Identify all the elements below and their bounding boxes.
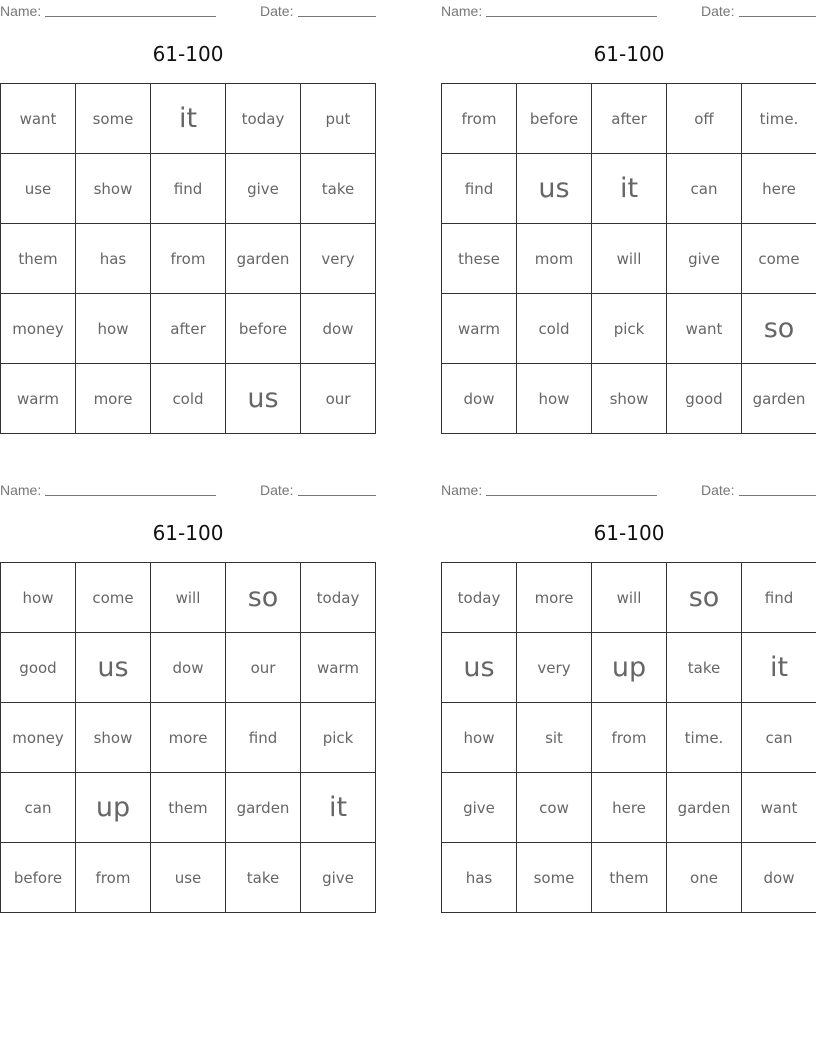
grid-cell: show xyxy=(76,703,151,773)
grid-cell: very xyxy=(301,224,376,294)
grid-cell: so xyxy=(226,563,301,633)
grid-cell: come xyxy=(76,563,151,633)
grid-cell: us xyxy=(76,633,151,703)
grid-row xyxy=(1,84,376,154)
grid-cell: show xyxy=(76,154,151,224)
grid-row xyxy=(442,224,816,294)
grid-row xyxy=(1,843,376,913)
grid-cell: cold xyxy=(151,364,226,434)
bingo-grid xyxy=(0,562,376,913)
grid-cell: us xyxy=(442,633,517,703)
grid-row xyxy=(442,773,816,843)
grid-cell: after xyxy=(151,294,226,364)
grid-cell: them xyxy=(592,843,667,913)
grid-cell: very xyxy=(517,633,592,703)
grid-row xyxy=(1,633,376,703)
bingo-card-4 xyxy=(441,479,816,913)
grid-row xyxy=(1,773,376,843)
card-title: 61-100 xyxy=(152,42,224,66)
grid-cell: it xyxy=(151,84,226,154)
grid-cell: how xyxy=(442,703,517,773)
name-line xyxy=(45,16,216,17)
name-line xyxy=(486,16,657,17)
bingo-grid xyxy=(441,83,816,434)
grid-row xyxy=(442,703,816,773)
grid-cell: come xyxy=(742,224,816,294)
grid-row xyxy=(442,563,816,633)
grid-cell: cow xyxy=(517,773,592,843)
grid-cell: us xyxy=(517,154,592,224)
grid-cell: more xyxy=(76,364,151,434)
grid-cell: some xyxy=(517,843,592,913)
grid-cell: how xyxy=(517,364,592,434)
date-line xyxy=(298,16,376,17)
grid-cell: dow xyxy=(151,633,226,703)
grid-cell: will xyxy=(151,563,226,633)
grid-cell: from xyxy=(592,703,667,773)
grid-cell: pick xyxy=(301,703,376,773)
name-label: Name: xyxy=(441,482,483,498)
grid-cell: show xyxy=(592,364,667,434)
grid-cell: up xyxy=(76,773,151,843)
grid-cell: find xyxy=(226,703,301,773)
grid-cell: today xyxy=(226,84,301,154)
grid-cell: can xyxy=(742,703,816,773)
card-title: 61-100 xyxy=(152,521,224,545)
grid-cell: has xyxy=(442,843,517,913)
grid-cell: give xyxy=(301,843,376,913)
grid-cell: find xyxy=(151,154,226,224)
grid-row xyxy=(1,294,376,364)
grid-cell: how xyxy=(76,294,151,364)
grid-cell: will xyxy=(592,563,667,633)
grid-cell: some xyxy=(76,84,151,154)
grid-cell: from xyxy=(76,843,151,913)
grid-cell: can xyxy=(1,773,76,843)
grid-cell: warm xyxy=(1,364,76,434)
grid-cell: has xyxy=(76,224,151,294)
grid-cell: will xyxy=(592,224,667,294)
grid-cell: how xyxy=(1,563,76,633)
grid-cell: garden xyxy=(226,224,301,294)
bingo-card-1 xyxy=(0,0,376,434)
grid-cell: garden xyxy=(667,773,742,843)
grid-row xyxy=(1,563,376,633)
grid-cell: before xyxy=(226,294,301,364)
grid-cell: find xyxy=(742,563,816,633)
grid-cell: them xyxy=(1,224,76,294)
grid-cell: our xyxy=(301,364,376,434)
name-label: Name: xyxy=(441,3,483,19)
grid-row xyxy=(442,84,816,154)
grid-row xyxy=(442,633,816,703)
grid-cell: warm xyxy=(442,294,517,364)
name-label: Name: xyxy=(0,3,42,19)
grid-cell: use xyxy=(151,843,226,913)
grid-cell: dow xyxy=(442,364,517,434)
grid-cell: one xyxy=(667,843,742,913)
grid-cell: take xyxy=(667,633,742,703)
name-line xyxy=(486,495,657,496)
grid-cell: before xyxy=(517,84,592,154)
grid-cell: dow xyxy=(742,843,816,913)
grid-cell: want xyxy=(742,773,816,843)
date-label: Date: xyxy=(260,482,294,498)
grid-cell: before xyxy=(1,843,76,913)
date-label: Date: xyxy=(701,3,735,19)
grid-cell: money xyxy=(1,294,76,364)
grid-cell: pick xyxy=(592,294,667,364)
grid-cell: can xyxy=(667,154,742,224)
grid-cell: today xyxy=(442,563,517,633)
date-line xyxy=(739,16,816,17)
grid-row xyxy=(442,843,816,913)
grid-cell: these xyxy=(442,224,517,294)
bingo-grid xyxy=(0,83,376,434)
grid-cell: us xyxy=(226,364,301,434)
grid-cell: find xyxy=(442,154,517,224)
name-line xyxy=(45,495,216,496)
grid-row xyxy=(442,154,816,224)
date-line xyxy=(298,495,376,496)
card-title: 61-100 xyxy=(593,521,665,545)
grid-cell: want xyxy=(667,294,742,364)
bingo-card-3 xyxy=(0,479,376,913)
grid-cell: use xyxy=(1,154,76,224)
grid-cell: want xyxy=(1,84,76,154)
grid-cell: it xyxy=(301,773,376,843)
grid-cell: cold xyxy=(517,294,592,364)
grid-cell: after xyxy=(592,84,667,154)
grid-cell: off xyxy=(667,84,742,154)
grid-cell: it xyxy=(742,633,816,703)
grid-row xyxy=(1,364,376,434)
name-label: Name: xyxy=(0,482,42,498)
bingo-card-2 xyxy=(441,0,816,434)
grid-cell: from xyxy=(442,84,517,154)
name-date-bar xyxy=(0,479,376,499)
grid-cell: today xyxy=(301,563,376,633)
grid-cell: good xyxy=(667,364,742,434)
grid-cell: more xyxy=(151,703,226,773)
grid-row xyxy=(1,224,376,294)
card-title: 61-100 xyxy=(593,42,665,66)
grid-cell: time. xyxy=(667,703,742,773)
name-date-bar xyxy=(0,0,376,20)
grid-cell: give xyxy=(667,224,742,294)
grid-cell: give xyxy=(442,773,517,843)
grid-cell: warm xyxy=(301,633,376,703)
grid-cell: here xyxy=(742,154,816,224)
grid-cell: sit xyxy=(517,703,592,773)
grid-row xyxy=(1,703,376,773)
grid-cell: more xyxy=(517,563,592,633)
grid-cell: so xyxy=(742,294,816,364)
date-label: Date: xyxy=(260,3,294,19)
name-date-bar xyxy=(441,479,816,499)
grid-cell: take xyxy=(301,154,376,224)
grid-cell: put xyxy=(301,84,376,154)
grid-row xyxy=(1,154,376,224)
grid-cell: give xyxy=(226,154,301,224)
grid-cell: here xyxy=(592,773,667,843)
date-label: Date: xyxy=(701,482,735,498)
grid-row xyxy=(442,364,816,434)
grid-cell: from xyxy=(151,224,226,294)
name-date-bar xyxy=(441,0,816,20)
grid-cell: so xyxy=(667,563,742,633)
grid-cell: garden xyxy=(226,773,301,843)
grid-cell: money xyxy=(1,703,76,773)
grid-cell: mom xyxy=(517,224,592,294)
grid-cell: it xyxy=(592,154,667,224)
grid-row xyxy=(442,294,816,364)
bingo-grid xyxy=(441,562,816,913)
grid-cell: up xyxy=(592,633,667,703)
grid-cell: garden xyxy=(742,364,816,434)
grid-cell: take xyxy=(226,843,301,913)
grid-cell: our xyxy=(226,633,301,703)
grid-cell: dow xyxy=(301,294,376,364)
grid-cell: time. xyxy=(742,84,816,154)
grid-cell: them xyxy=(151,773,226,843)
date-line xyxy=(739,495,816,496)
grid-cell: good xyxy=(1,633,76,703)
